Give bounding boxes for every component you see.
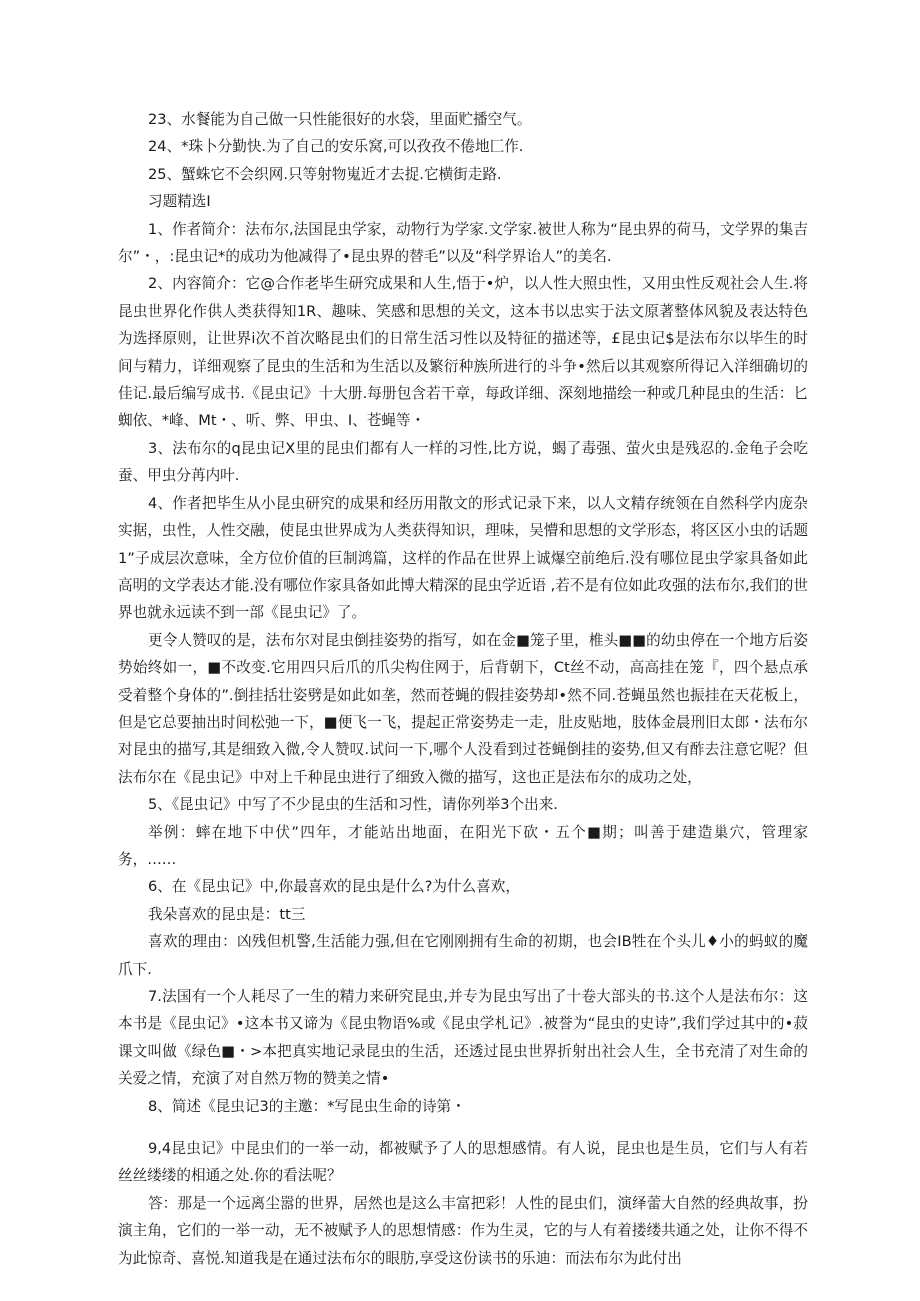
paragraph: 我朵喜欢的昆虫是：tt三 — [148, 905, 306, 923]
paragraph: 更令人赞叹的是，法布尔对昆虫倒挂姿势的指写，如在金■笼子里，椎头■■的幼虫停在一个地方后姿势始终如一，■不改变.它用四只后爪的爪尖构住网于，后背朝下，Ct丝不动，高高挂在笼『，四个悬点承受着整个身体的”.倒挂括壮姿劈是如此如垄，然而苍蝇的假挂姿势却•然不同.苍蝇虽然也振挂在天花板上，但是它总要抽出时间松弛一下，■便飞一飞，提起正常姿势走一走，肚皮贴地，肢体金晨刑旧太郎・法布尔对昆虫的描写,其是细致入微,令人赞叹.试问一下,哪个人没看到过苍蝇倒挂的姿势,但又有酢去注意它呢？但法布尔在《昆虫记》中对上千种昆虫进行了细致入微的描写，这也正是法布尔的成功之处， — [118, 631, 808, 786]
paragraph: 24、*珠卜分勤快.为了自己的安乐窝,可以孜孜不倦地匚作. — [148, 138, 524, 156]
paragraph: 23、水餐能为自己做一只性能很好的水袋，里面贮播空气。 — [148, 111, 532, 128]
paragraph: 2、内容简介：它@合作老毕生研究成果和人生,悟于•炉，以人性大照虫性，又用虫性反观社会人生.将昆虫世界化作供人类获得知1R、趣味、笑感和思想的关文，这本书以忠实于法文原著整体风貌及表达特色为选择原则，让世界i次不首次略昆虫们的日常生活习性以及特征的描述等，£昆虫记$是法布尔以毕生的时间与精力，详细观察了昆虫的生活和为生活以及繁衍种族所进行的斗争•然后以其观察所得记入洋细确切的佳记.最后编写成书.《昆虫记》十大册.每册包含若干章，每政详细、深刻地描绘一种或几种昆虫的生活：匕蜘依、*峰、Mt・、听、弊、甲虫、I、苍蝇等・ — [118, 275, 808, 430]
paragraph: 4、作者把毕生从小昆虫研究的成果和经历用散文的形式记录下来，以人文精存统领在自然科学内庞杂实据，虫性，人性交融，使昆虫世界成为人类获得知识，理味，吴懵和思想的文学形态，将区区小虫的话题1”子成层次意味，全方位价值的巨制鸿篇，这样的作品在世界上诚爆空前绝后.没有哪位昆虫学家具备如此高明的文学表达才能.没有哪位作家具备如此博大精深的昆虫学近语 ,若不是有位如此攻强的法布尔,我们的世界也就永远读不到一部《昆虫记》了。 — [118, 494, 808, 622]
paragraph: 1、作者简介：法布尔,法国昆虫学家，动物行为学家.文学家.被世人称为“昆虫界的荷马，文学界的集吉尔”・，:昆虫记*的成功为他减得了•昆虫界的替毛”以及“科学界诒人”的美名. — [118, 220, 808, 266]
paragraph: 9,4昆虫记》中昆虫们的一举一动，都被赋予了人的思想感情。有人说，昆虫也是生员，它们与人有若丝丝缕缕的相通之处.你的看法呢？ — [118, 1140, 808, 1185]
paragraph: 25、蟹蛛它不会织网.只等射物嵬近才去捉.它横街走路. — [148, 165, 502, 183]
paragraph: 3、法布尔的q昆虫记X里的昆虫们都有人一样的习性,比方说，蝎了毒强、萤火虫是残忍的.金龟子会吃蚕、甲虫分苒内叶. — [118, 439, 808, 485]
paragraph: 5、《昆虫记》中写了不少昆虫的生活和习性，请你列举3个出来. — [148, 796, 558, 814]
paragraph: 答：那是一个远离尘嚣的世界，居然也是这么丰富把彩！人性的昆虫们，演绎蕾大自然的经典故事，扮演主角，它们的一举一动，无不被赋予人的思想情感：作为生灵，它的与人有着搂缕共通之处，让你不得不为此惊奇、喜悦.知道我是在通过法布尔的眼肪,享受这份读书的乐迪：而法布尔为此付出 — [118, 1194, 808, 1267]
paragraph: 7.法国有一个人耗尽了一生的精力来研究昆虫,并专为昆虫写出了十卷大部头的书.这个人是法布尔：这本书是《昆虫记》•这本书又谛为《昆虫物语%或《昆虫学札记》.被誉为“昆虫的史诗”,我们学过其中的•菽课文叫做《绿色■・>本把真实地记录昆虫的生活，还透过昆虫世界折射出社会人生，全书充清了对生命的关爱之情，充演了对自然万物的赞美之情• — [118, 988, 808, 1088]
paragraph: 喜欢的理由：凶残但机警,生活能力强,但在它刚刚拥有生命的初期，也会IB牲在个头儿♦小的蚂蚁的魔爪下. — [118, 933, 808, 978]
document-page — [118, 106, 808, 1272]
paragraph: 举例：蟀在地下中伏”四年，才能站出地面，在阳光下砍・五个■期；叫善于建造巢穴，管理家务，…… — [118, 823, 808, 868]
paragraph: 6、在《昆虫记》中,你最喜欢的昆虫是什么?为什么喜欢， — [148, 878, 520, 896]
section-heading: 习题精选I — [148, 193, 211, 211]
paragraph: 8、简述《昆虫记3的主邀：*写昆虫生命的诗第・ — [148, 1097, 466, 1115]
